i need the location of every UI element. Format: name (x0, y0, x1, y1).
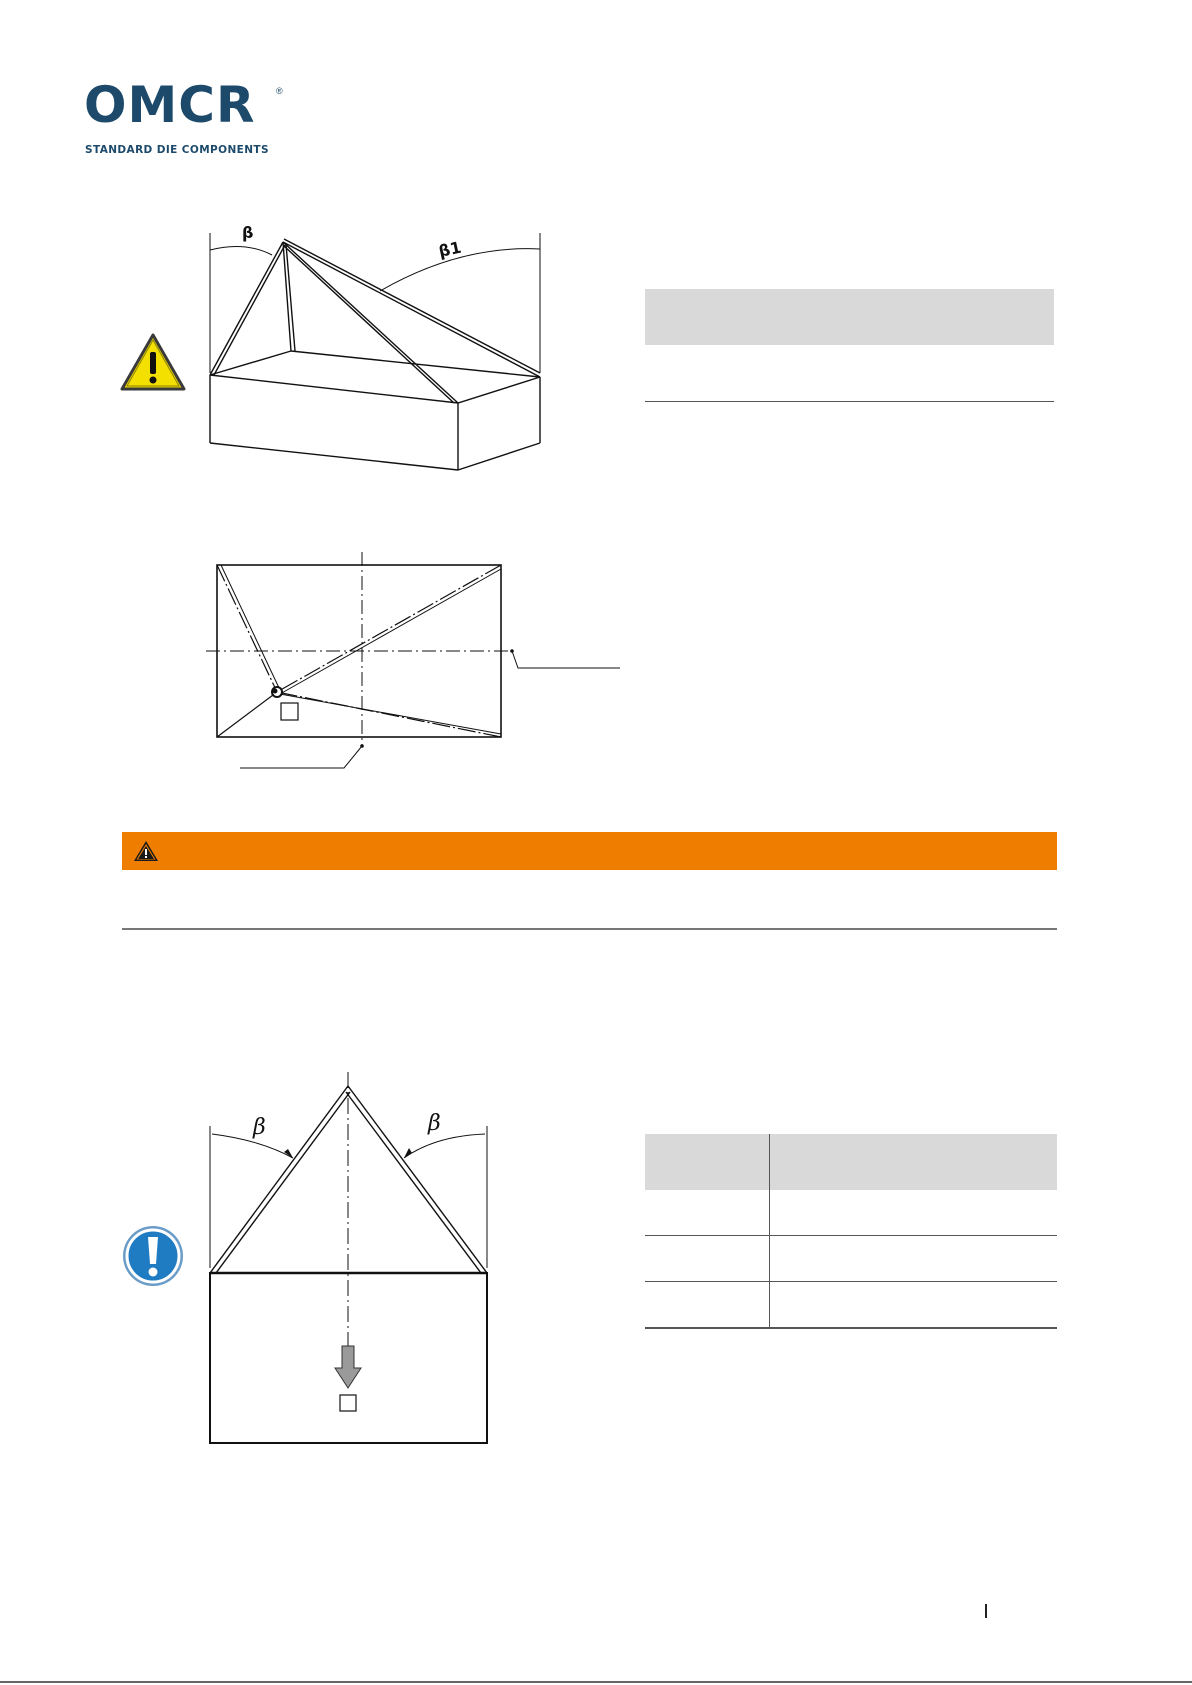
exclamation-circle-icon (121, 1224, 185, 1288)
spec-table-2 (645, 1134, 1057, 1329)
spec-table-1 (645, 289, 1054, 402)
table-cell (645, 1190, 770, 1236)
angle-beta-label: β (242, 225, 254, 242)
table-cell (645, 1282, 770, 1329)
table-cell (645, 345, 1054, 402)
page-number-separator (985, 1604, 987, 1618)
table-header-row (645, 1134, 1057, 1190)
footer-rule (0, 1681, 1192, 1683)
warning-small-icon (132, 839, 160, 863)
brand-tagline: STANDARD DIE COMPONENTS (85, 144, 269, 156)
table-row (645, 1282, 1057, 1329)
front-view-figure (200, 1068, 500, 1448)
table-header-cell (645, 1134, 770, 1190)
angle-beta1-label: β1 (436, 237, 463, 261)
warning-triangle-icon (119, 332, 187, 392)
table-cell (770, 1236, 1058, 1282)
brand-logo: OMCR (84, 76, 256, 134)
registered-mark: ® (276, 86, 283, 96)
table-row (645, 1236, 1057, 1282)
top-view-figure (200, 550, 625, 780)
table-header-cell (770, 1134, 1058, 1190)
table-header-row (645, 289, 1054, 345)
table-cell (770, 1190, 1058, 1236)
angle-beta-left-label: β (253, 1115, 266, 1140)
warning-bar (122, 832, 1057, 870)
table-row (645, 1190, 1057, 1236)
table-cell (770, 1282, 1058, 1329)
pyramid-3d-figure (200, 225, 560, 475)
section-divider (122, 928, 1057, 930)
table-cell (645, 1236, 770, 1282)
table-header-cell (645, 289, 1054, 345)
angle-beta-right-label: β (428, 1111, 441, 1136)
table-row (645, 345, 1054, 402)
